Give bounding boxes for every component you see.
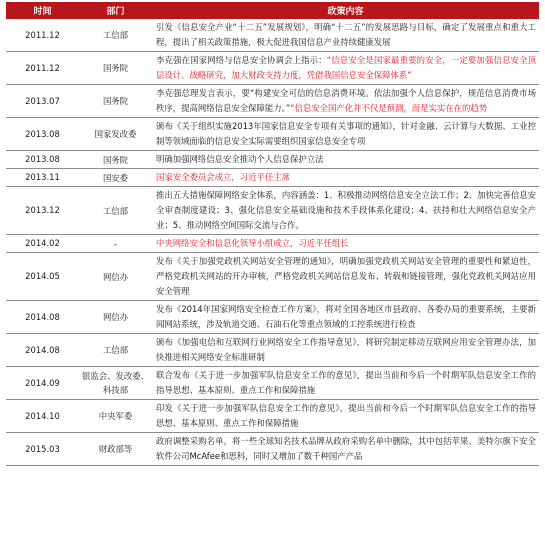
- table-row: [6, 187, 539, 235]
- header-content: 政策内容: [152, 2, 539, 19]
- table-row: [6, 253, 539, 301]
- cell-date: 2013.08: [6, 118, 79, 151]
- cell-dept: 国务院: [79, 151, 152, 169]
- cell-content: [152, 235, 539, 253]
- cell-date: 2015.03: [6, 433, 79, 466]
- cell-dept: 财政部等: [79, 433, 152, 466]
- table-row: [6, 433, 539, 466]
- content-text: 发布《关于加强党政机关网站安全管理的通知》，明确加强党政机关网站安全管理的重要性和紧迫性，严格党政机关网站的开办审核，严格党政机关网站信息发布、转载和链接管理，强化党政机关网站应用安全管理: [156, 256, 536, 296]
- cell-dept: 网信办: [79, 301, 152, 334]
- cell-date: 2014.08: [6, 334, 79, 367]
- cell-date: 2013.11: [6, 169, 79, 187]
- cell-content: [152, 19, 539, 52]
- table-row: [6, 169, 539, 187]
- content-text: 明确加强网络信息安全推动个人信息保护立法: [156, 154, 324, 164]
- content-text-highlight: “信息安全是国家最重要的安全，一定要加强信息安全顶层设计、战略研究，加大财政支持力度，凭借我国信息安全保障体系”: [156, 55, 537, 80]
- cell-dept: -: [79, 235, 152, 253]
- content-text-highlight: 中央网络安全和信息化领导小组成立，习近平任组长: [156, 238, 349, 248]
- content-text: 印发《关于进一步加强军队信息安全工作的意见》，提出当前和今后一个时期军队信息安全工作的指导思想、基本原则、重点工作和保障措施: [156, 403, 536, 428]
- cell-dept: 国务院: [79, 85, 152, 118]
- cell-content: [152, 334, 539, 367]
- cell-content: [152, 118, 539, 151]
- content-text: 推出五大措施保障网络安全体系，内容涵盖：1、积极推动网络信息安全立法工作；2、加快完善信息安全审查制度建设；3、强化信息安全基础设施和技术手段体系化建设；4、扶持和壮大网络信息安全产业；5、推动网络空间国际交流与合作。: [156, 190, 536, 230]
- content-text-highlight: “信息安全国产化并不仅是预测，而是实实在在的趋势: [290, 103, 488, 113]
- cell-content: [152, 253, 539, 301]
- cell-content: [152, 433, 539, 466]
- table-row: [6, 400, 539, 433]
- table-header-row: [6, 2, 539, 19]
- cell-dept: 中央军委: [79, 400, 152, 433]
- content-text: 政府调整采购名单，将一些全球知名技术品牌从政府采购名单中删除，其中包括苹果、美特尔旗下安全软件公司McAfee和思科，同时又增加了数千种国产产品: [156, 436, 536, 461]
- table-row: [6, 19, 539, 52]
- content-text: 李克强在国家网络与信息安全协调会上指示：: [156, 55, 327, 65]
- cell-content: [152, 187, 539, 235]
- cell-date: 2014.10: [6, 400, 79, 433]
- cell-date: 2013.08: [6, 151, 79, 169]
- cell-content: [152, 301, 539, 334]
- header-date: 时间: [6, 2, 79, 19]
- cell-dept: 国安委: [79, 169, 152, 187]
- cell-dept: 工信部: [79, 187, 152, 235]
- cell-date: 2014.09: [6, 367, 79, 400]
- content-text: 发布《2014年国家网络安全检查工作方案》，将对全国各地区市县政府、各委办局的重要系统，主要新闻网站系统，涉及轨道交通、石油石化等重点领域的工控系统进行检查: [156, 304, 536, 329]
- table-row: [6, 235, 539, 253]
- policy-table: [6, 2, 539, 466]
- cell-date: 2013.07: [6, 85, 79, 118]
- table-row: [6, 85, 539, 118]
- cell-dept: 银监会、发改委、科技部: [79, 367, 152, 400]
- content-text: 颁布《加强电信和互联网行业网络安全工作指导意见》，将研究制定移动互联网应用安全管理办法，加快推进相关网络安全标准研制: [156, 337, 536, 362]
- header-dept: 部门: [79, 2, 152, 19]
- table-body: [6, 19, 539, 466]
- cell-date: 2014.02: [6, 235, 79, 253]
- table-row: [6, 52, 539, 85]
- table-row: [6, 118, 539, 151]
- cell-dept: 网信办: [79, 253, 152, 301]
- table-row: [6, 151, 539, 169]
- cell-dept: 工信部: [79, 334, 152, 367]
- cell-date: 2011.12: [6, 19, 79, 52]
- cell-dept: 工信部: [79, 19, 152, 52]
- cell-dept: 国家发改委: [79, 118, 152, 151]
- cell-content: [152, 367, 539, 400]
- table-row: [6, 367, 539, 400]
- content-text: 颁布《关于组织实施2013年国家信息安全专项有关事项的通知》，针对金融、云计算与大数据、工业控制等领域面临的信息安全实际需要组织国家信息安全专项: [156, 121, 536, 146]
- cell-content: [152, 169, 539, 187]
- cell-date: 2014.08: [6, 301, 79, 334]
- table-row: [6, 334, 539, 367]
- cell-content: [152, 52, 539, 85]
- cell-date: 2011.12: [6, 52, 79, 85]
- cell-content: [152, 400, 539, 433]
- cell-dept: 国务院: [79, 52, 152, 85]
- content-text: 李克强总理发言表示，要“构建安全可信的信息消费环境。依法加强个人信息保护，规范信息消费市场秩序，提高网络信息安全保障能力。”: [156, 88, 536, 113]
- content-text: 联合发布《关于进一步加强军队信息安全工作的意见》，提出当前和今后一个时期军队信息安全工作的指导思想、基本原则、重点工作和保障措施: [156, 370, 536, 395]
- content-text-highlight: 国家安全委员会成立，习近平任主席: [156, 172, 290, 182]
- cell-date: 2013.12: [6, 187, 79, 235]
- cell-date: 2014.05: [6, 253, 79, 301]
- table-row: [6, 301, 539, 334]
- cell-content: [152, 151, 539, 169]
- cell-content: [152, 85, 539, 118]
- content-text: 引发《信息安全产业“十二五”发展规划》，明确“十二五”的发展思路与目标，确定了发展重点和重大工程，提出了相关政策措施，极大促进我国信息产业持续健康发展: [156, 22, 536, 47]
